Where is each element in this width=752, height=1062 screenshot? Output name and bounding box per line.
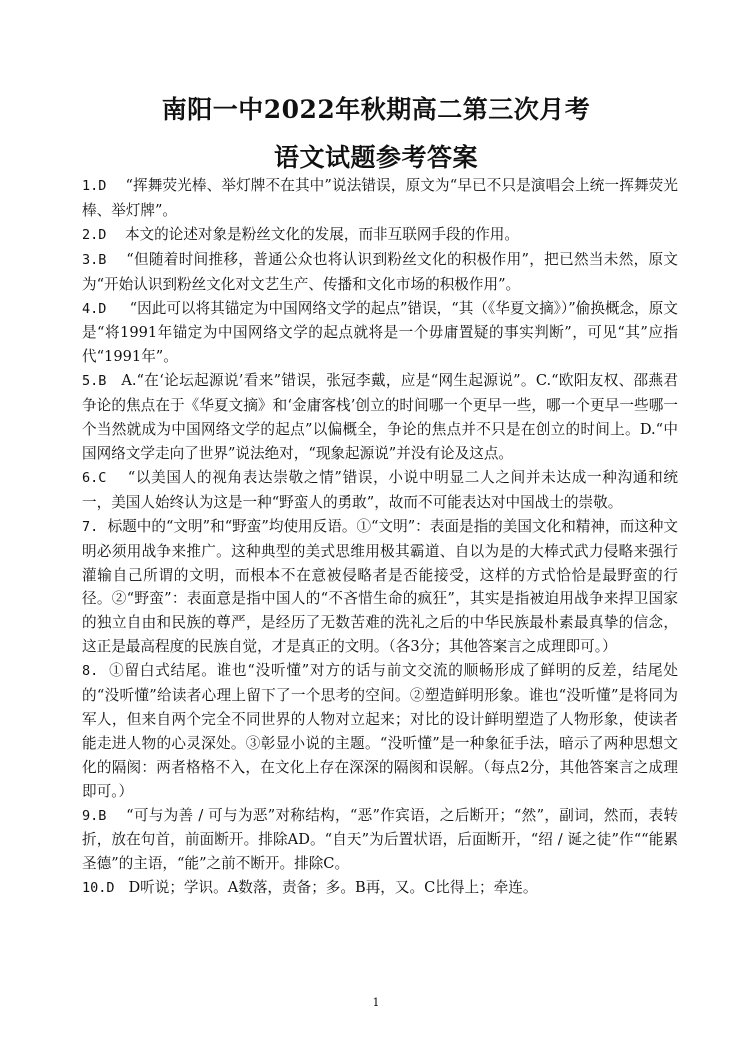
- answer-text: “可与为善 / 可与为恶”对称结构，“恶”作宾语，之后断开；“然”，副词，然而，表转折，放在句首，前面断开。排除AD。“自天”为后置状语，后面断开，“绍 / 诞之徒”作““能累圣德”的主语，“能”之前不断开。排除C。: [82, 806, 678, 873]
- answer-number: 5.B: [82, 373, 107, 390]
- answer-number: 2.D: [82, 226, 107, 243]
- answer-list: [82, 174, 678, 901]
- answer-item-4: [82, 297, 678, 370]
- answer-text: 本文的论述对象是粉丝文化的发展，而非互联网手段的作用。: [124, 225, 519, 243]
- document-subtitle: 语文试题参考答案: [273, 143, 478, 172]
- answer-number: 8.: [82, 663, 99, 680]
- answer-item-8: [82, 659, 678, 803]
- answer-text: “但随着时间推移，普通公众也将认识到粉丝文化的积极作用”，把已然当未然，原文为“开始认识到粉丝文化对文艺生产、传播和文化市场的积极作用”。: [82, 250, 678, 293]
- answer-number: 10.D: [82, 880, 115, 897]
- answer-number: 4.D: [82, 300, 107, 317]
- answer-text: D听说；学识。A数落，责备；多。B再，又。C比得上；牵连。: [128, 879, 538, 897]
- answer-item-10: [82, 876, 678, 901]
- answer-number: 6.C: [82, 469, 107, 486]
- answer-text: “挥舞荧光棒、举灯牌不在其中”说法错误，原文为“早已不只是演唱会上统一挥舞荧光棒、举灯牌”。: [82, 177, 678, 219]
- answer-number: 9.B: [82, 807, 107, 824]
- answer-number: 1.D: [82, 178, 107, 194]
- answer-item-3: [82, 248, 678, 297]
- answer-item-6: [82, 466, 678, 515]
- answer-text: 标题中的“文明”和“野蛮”均使用反语。①“文明”：表面是指的美国文化和精神，而这种文明必须用战争来推广。这种典型的美式思维用极其霸道、自以为是的大棒式武力侵略来强行灌输自己所谓的文明，而根本不在意被侵略者是否能接受，这样的方式恰恰是最野蛮的行径。②“野蛮”：表面意是指中国人的“不吝惜生命的疯狂”，其实是指被迫用战争来捍卫国家的独立自由和民族的尊严，是经历了无数苦难的洗礼之后的中华民族最朴素最真挚的信念，这正是最高程度的民族自觉，才是真正的文明。（各3分；其他答案言之成理即可。）: [82, 517, 678, 656]
- document-title: 南阳一中2022年秋期高二第三次月考: [161, 95, 591, 124]
- answer-item-2: [82, 223, 678, 248]
- answer-item-9: [82, 804, 678, 877]
- answer-number: 7.: [82, 518, 99, 535]
- answer-item-7: [82, 515, 678, 659]
- answer-text: “以美国人的视角表达崇敬之情”错误，小说中明显二人之间并未达成一种沟通和统一，美国人始终认为这是一种“野蛮人的勇敢”，故而不可能表达对中国战士的崇敬。: [82, 468, 678, 511]
- answer-item-1: [82, 174, 678, 223]
- answer-text: ①留白式结尾。谁也“没听懂”对方的话与前文交流的顺畅形成了鲜明的反差，结尾处的“没听懂”给读者心理上留下了一个思考的空间。②塑造鲜明形象。谁也“没听懂”是将同为军人，但来自两个完全不同世界的人物对立起来；对比的设计鲜明塑造了人物形象，使读者能走进人物的心灵深处。③彰显小说的主题。“没听懂”是一种象征手法，暗示了两种思想文化的隔阂：两者格格不入，在文化上存在深深的隔阂和误解。（每点2分，其他答案言之成理即可。）: [82, 662, 678, 800]
- answer-text: “因此可以将其锚定为中国网络文学的起点”错误，“其（《华夏文摘》）”偷换概念，原文是“将1991年锚定为中国网络文学的起点就将是一个毋庸置疑的事实判断”，可见“其”应指代“1991年”。: [82, 299, 678, 366]
- answer-text: A.“在‘论坛起源说’看来”错误，张冠李戴，应是“网生起源说”。C.“欧阳友权、邵燕君争论的焦点在于《华夏文摘》和‘金庸客栈’创立的时间哪一个更早一些，哪一个更早一些哪一个当然就成为中国网络文学的起点”以偏概全，争论的焦点并不只是在创立的时间上。D.“中国网络文学走向了世界”说法绝对，“现象起源说”并没有论及这点。: [82, 372, 678, 462]
- answer-item-5: [82, 369, 678, 466]
- answer-number: 3.B: [82, 251, 107, 268]
- page-number: 1: [372, 996, 380, 1009]
